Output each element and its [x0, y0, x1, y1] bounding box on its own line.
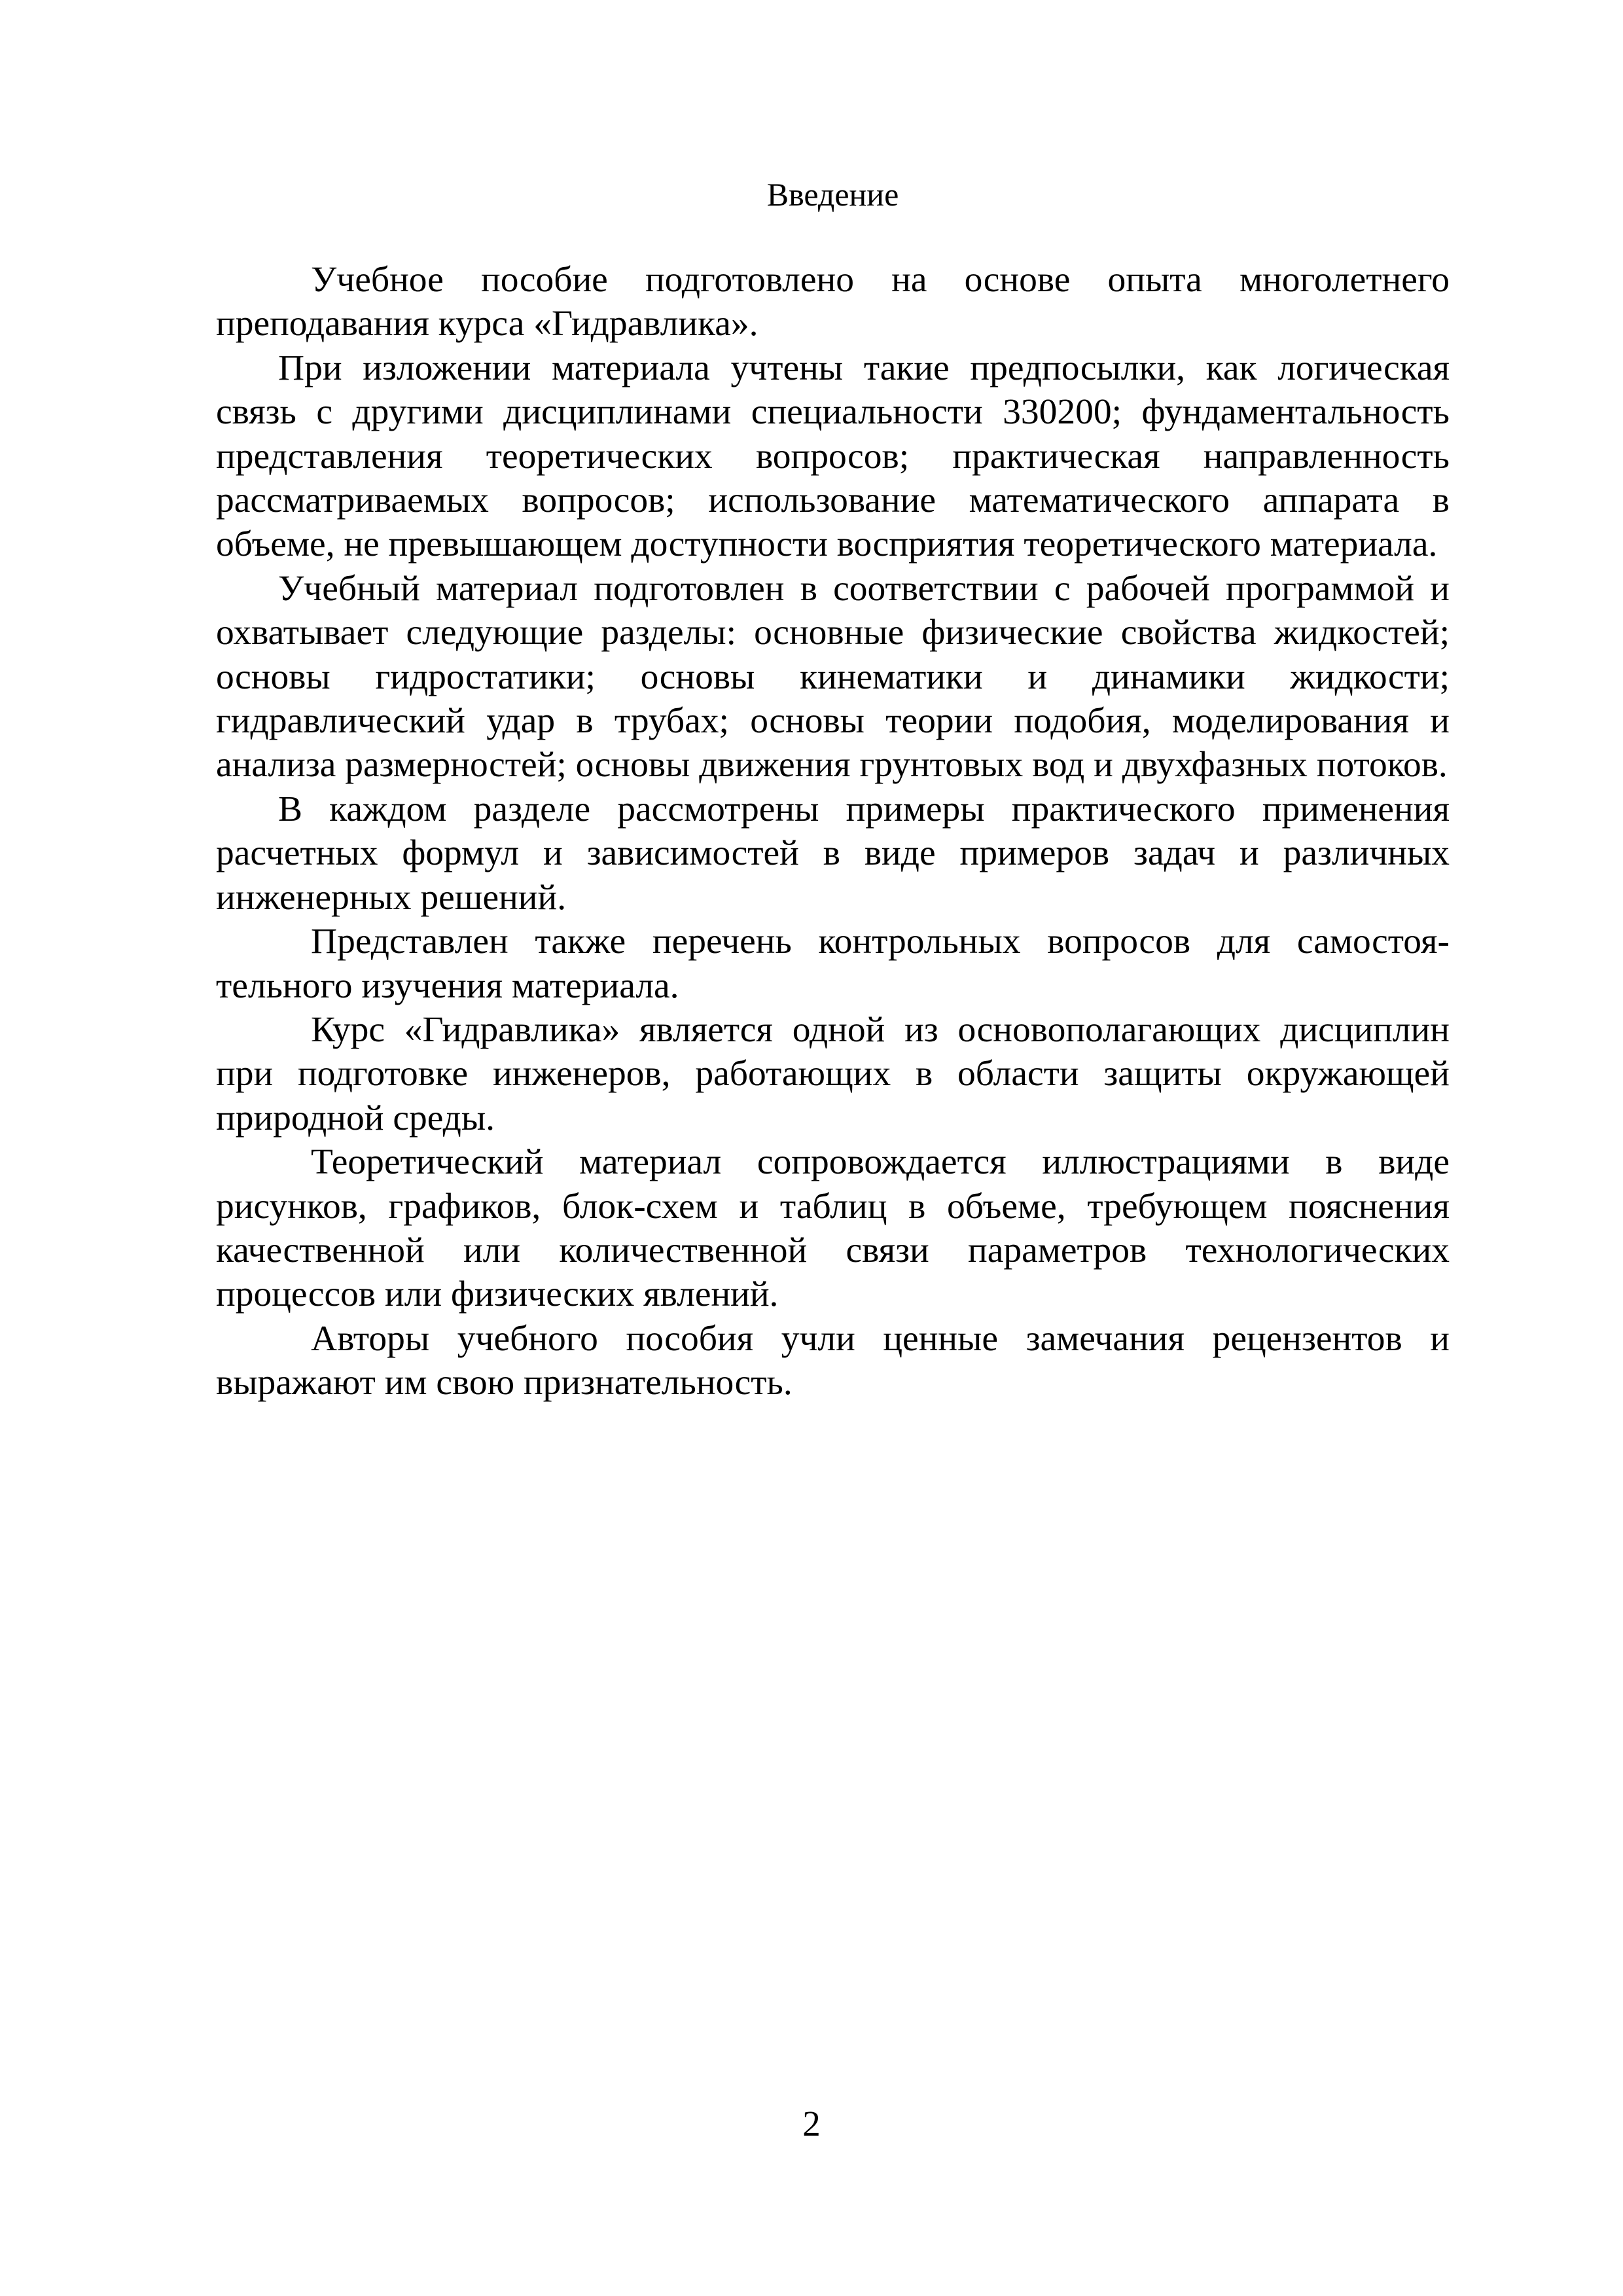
paragraph-6: Курс «Гидравлика» является одной из основополагающих дисциплин при подготовке инженеров, работающих в области защиты окружающей природной среды.: [216, 1009, 1450, 1138]
page-number: 2: [802, 2104, 821, 2144]
paragraph-2: При изложении материала учтены такие предпосылки, как логическая связь с другими дисциплинами специальности 330200; фундаментальность представления теоретических вопросов; практическая направленность рассматриваемых вопросов; использование математического аппарата в объеме, не превышающем доступности восприятия теоретического материала.: [216, 348, 1450, 565]
paragraph-7: Теоретический материал сопровождается иллюстрациями в виде рисунков, графиков, блок-схем и таблиц в объеме, требующем пояснения качественной или количественной связи параметров технологических процессов или физических явлений.: [216, 1142, 1450, 1315]
paragraph-8: Авторы учебного пособия учли ценные замечания рецензентов и выражают им свою признательность.: [216, 1318, 1450, 1403]
paragraph-4: В каждом разделе рассмотрены примеры практического применения расчетных формул и зависимостей в виде примеров задач и различных инженерных решений.: [216, 789, 1450, 918]
paragraph-1: Учебное пособие подготовлено на основе опыта многолетнего преподавания курса «Гидравлика».: [216, 260, 1450, 344]
paragraph-5: Представлен также перечень контрольных вопросов для самостоятельного изучения материала.: [216, 922, 1450, 1006]
document-page: [216, 171, 1450, 1405]
paragraph-3: Учебный материал подготовлен в соответствии с рабочей программой и охватывает следующие разделы: основные физические свойства жидкостей; основы гидростатики; основы кинематики и динамики жидкости; гидравлический удар в трубах; основы теории подобия, моделирования и анализа размерностей; основы движения грунтовых вод и двухфазных потоков.: [216, 568, 1450, 785]
section-title: Введение: [766, 176, 899, 213]
